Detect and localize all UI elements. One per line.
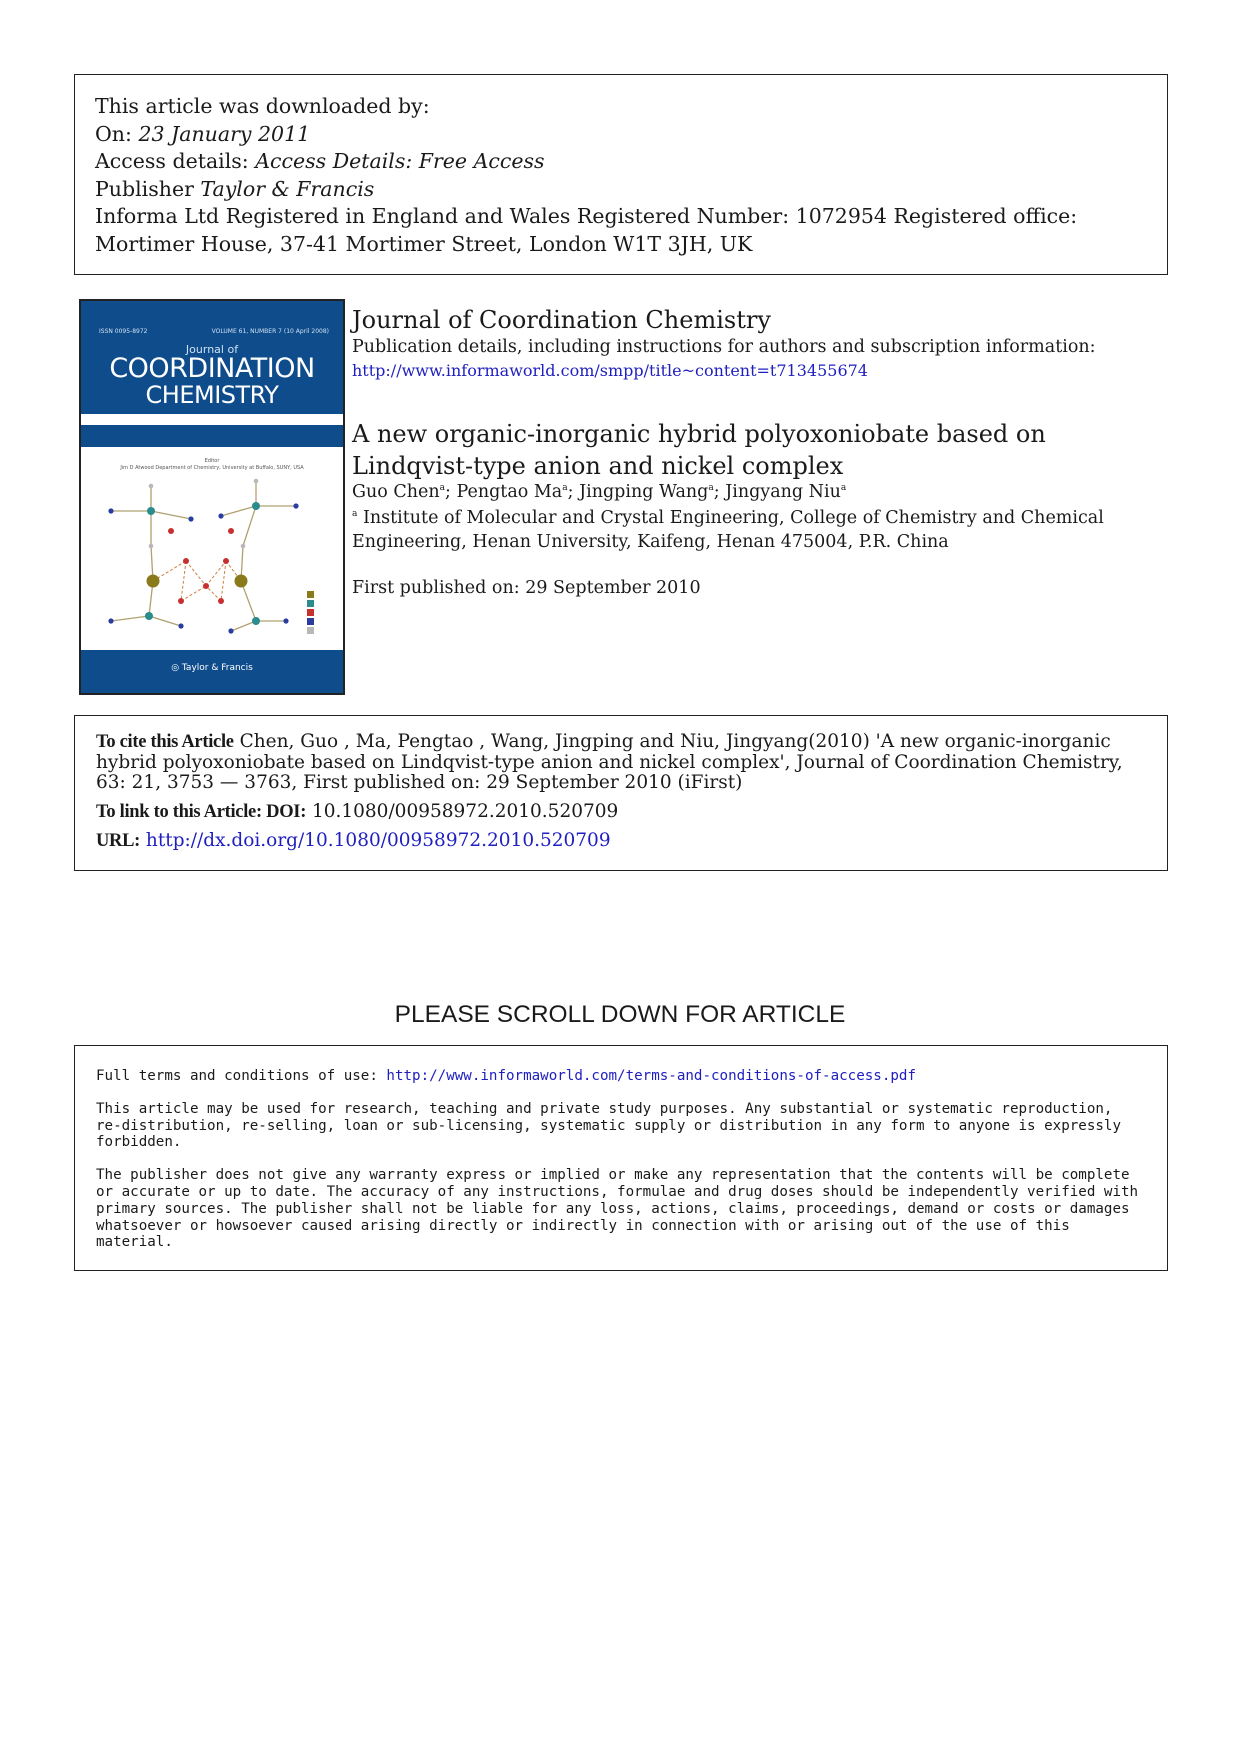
cover-stripe	[81, 425, 343, 447]
cover-element-legend	[307, 591, 314, 634]
molecule-structure-illustration	[81, 471, 343, 641]
usage-restrictions-text: This article may be used for research, teaching and private study purposes. Any substantial or systematic reproduction, re-distribution, re-selling, loan or sub-licensing, systematic supply or distribution in any form to anyone is expressly forbidden.	[96, 1100, 1121, 1151]
citation-text: To cite this Article Chen, Guo , Ma, Pengtao , Wang, Jingping and Niu, Jingyang(2010) 'A new organic-inorganic hybrid polyoxoniobate based on Lindqvist-type anion and nickel complex', Journal of Coordination Chemistry, 63: 21, 3753 — 3763, First published on: 29 September 2010 (iFirst)	[96, 731, 1123, 793]
citation-box	[74, 715, 1168, 871]
cover-journal-of: Journal of	[185, 343, 239, 356]
registered-office-text: Informa Ltd Registered in England and Wales Registered Number: 1072954 Registered office: Mortimer House, 37-41 Mortimer Street, London W1T 3JH, UK	[95, 204, 1078, 256]
author-list: Guo Chen$^a$; Pengtao Ma$^a$; Jingping Wang$^a$; Jingyang Niu$^a$	[352, 482, 847, 502]
scroll-down-notice: PLEASE SCROLL DOWN FOR ARTICLE	[394, 1001, 846, 1028]
cover-footer-band	[81, 650, 343, 693]
terms-link[interactable]: http://www.informaworld.com/terms-and-conditions-of-access.pdf	[386, 1068, 917, 1084]
download-date-line: On: 23 January 2011	[95, 121, 311, 146]
cover-title-line2: CHEMISTRY	[145, 381, 279, 409]
publisher-logo: ◎ Taylor & Francis	[171, 663, 253, 673]
cover-editor-label: Editor	[204, 458, 220, 464]
publisher-logo-text: Taylor & Francis	[181, 663, 253, 673]
cite-label: To cite this Article	[96, 732, 234, 752]
author-name: Jingyang Niu	[725, 482, 841, 502]
downloaded-by-text: This article was downloaded by:	[95, 94, 430, 118]
publisher-line: Publisher Taylor & Francis	[95, 176, 375, 201]
author-name: Guo Chen	[352, 482, 440, 502]
doi-label: To link to this Article: DOI:	[96, 801, 307, 822]
terms-box	[74, 1045, 1168, 1271]
first-published-date: First published on: 29 September 2010	[352, 578, 701, 598]
publisher-name: Taylor & Francis	[200, 176, 375, 201]
publication-details-text: Publication details, including instructions for authors and subscription information:	[352, 337, 1096, 357]
journal-info-link[interactable]: http://www.informaworld.com/smpp/title~content=t713455674	[352, 361, 868, 380]
author-name: Jingping Wang	[579, 482, 709, 502]
cover-header-band	[81, 301, 343, 414]
download-date: 23 January 2011	[138, 121, 311, 146]
author-name: Pengtao Ma	[456, 482, 563, 502]
cover-title-line1: COORDINATION	[109, 353, 315, 384]
url-label: URL:	[96, 830, 141, 851]
terms-line: Full terms and conditions of use: http://www.informaworld.com/terms-and-conditions-of-access.pdf	[96, 1068, 917, 1084]
access-details-line: Access details: Access Details: Free Access	[95, 149, 545, 173]
cover-editor-name: Jim D Atwood Department of Chemistry, University at Buffalo, SUNY, USA	[120, 465, 304, 471]
doi-url-link[interactable]: http://dx.doi.org/10.1080/00958972.2010.520709	[145, 829, 611, 851]
access-details-value: Access Details: Free Access	[255, 149, 545, 173]
cover-volume: VOLUME 61, NUMBER 7 (10 April 2008)	[211, 328, 329, 335]
download-info-box	[74, 74, 1168, 275]
cover-issn: ISSN 0095-8972	[99, 328, 148, 335]
disclaimer-text: The publisher does not give any warranty express or implied or make any representation that the contents will be complete or accurate or up to date. The accuracy of any instructions, formulae and drug doses should be independently verified with primary sources. The publisher shall not be liable for any loss, actions, claims, proceedings, demand or costs or damages whatsoever or howsoever caused arising directly or indirectly in connection with or arising out of the use of this material.	[96, 1167, 1139, 1251]
url-line	[96, 830, 1146, 852]
journal-cover-image	[79, 299, 345, 695]
author-affiliation: $^a$ Institute of Molecular and Crystal Engineering, College of Chemistry and Chemical Engineering, Henan University, Kaifeng, Henan 475004, P.R. China	[352, 508, 1104, 552]
journal-title: Journal of Coordination Chemistry	[352, 306, 771, 334]
article-title: A new organic-inorganic hybrid polyoxoniobate based on Lindqvist-type anion and nickel complex	[352, 420, 1046, 480]
doi-value: 10.1080/00958972.2010.520709	[306, 800, 619, 822]
doi-line	[96, 801, 1146, 823]
